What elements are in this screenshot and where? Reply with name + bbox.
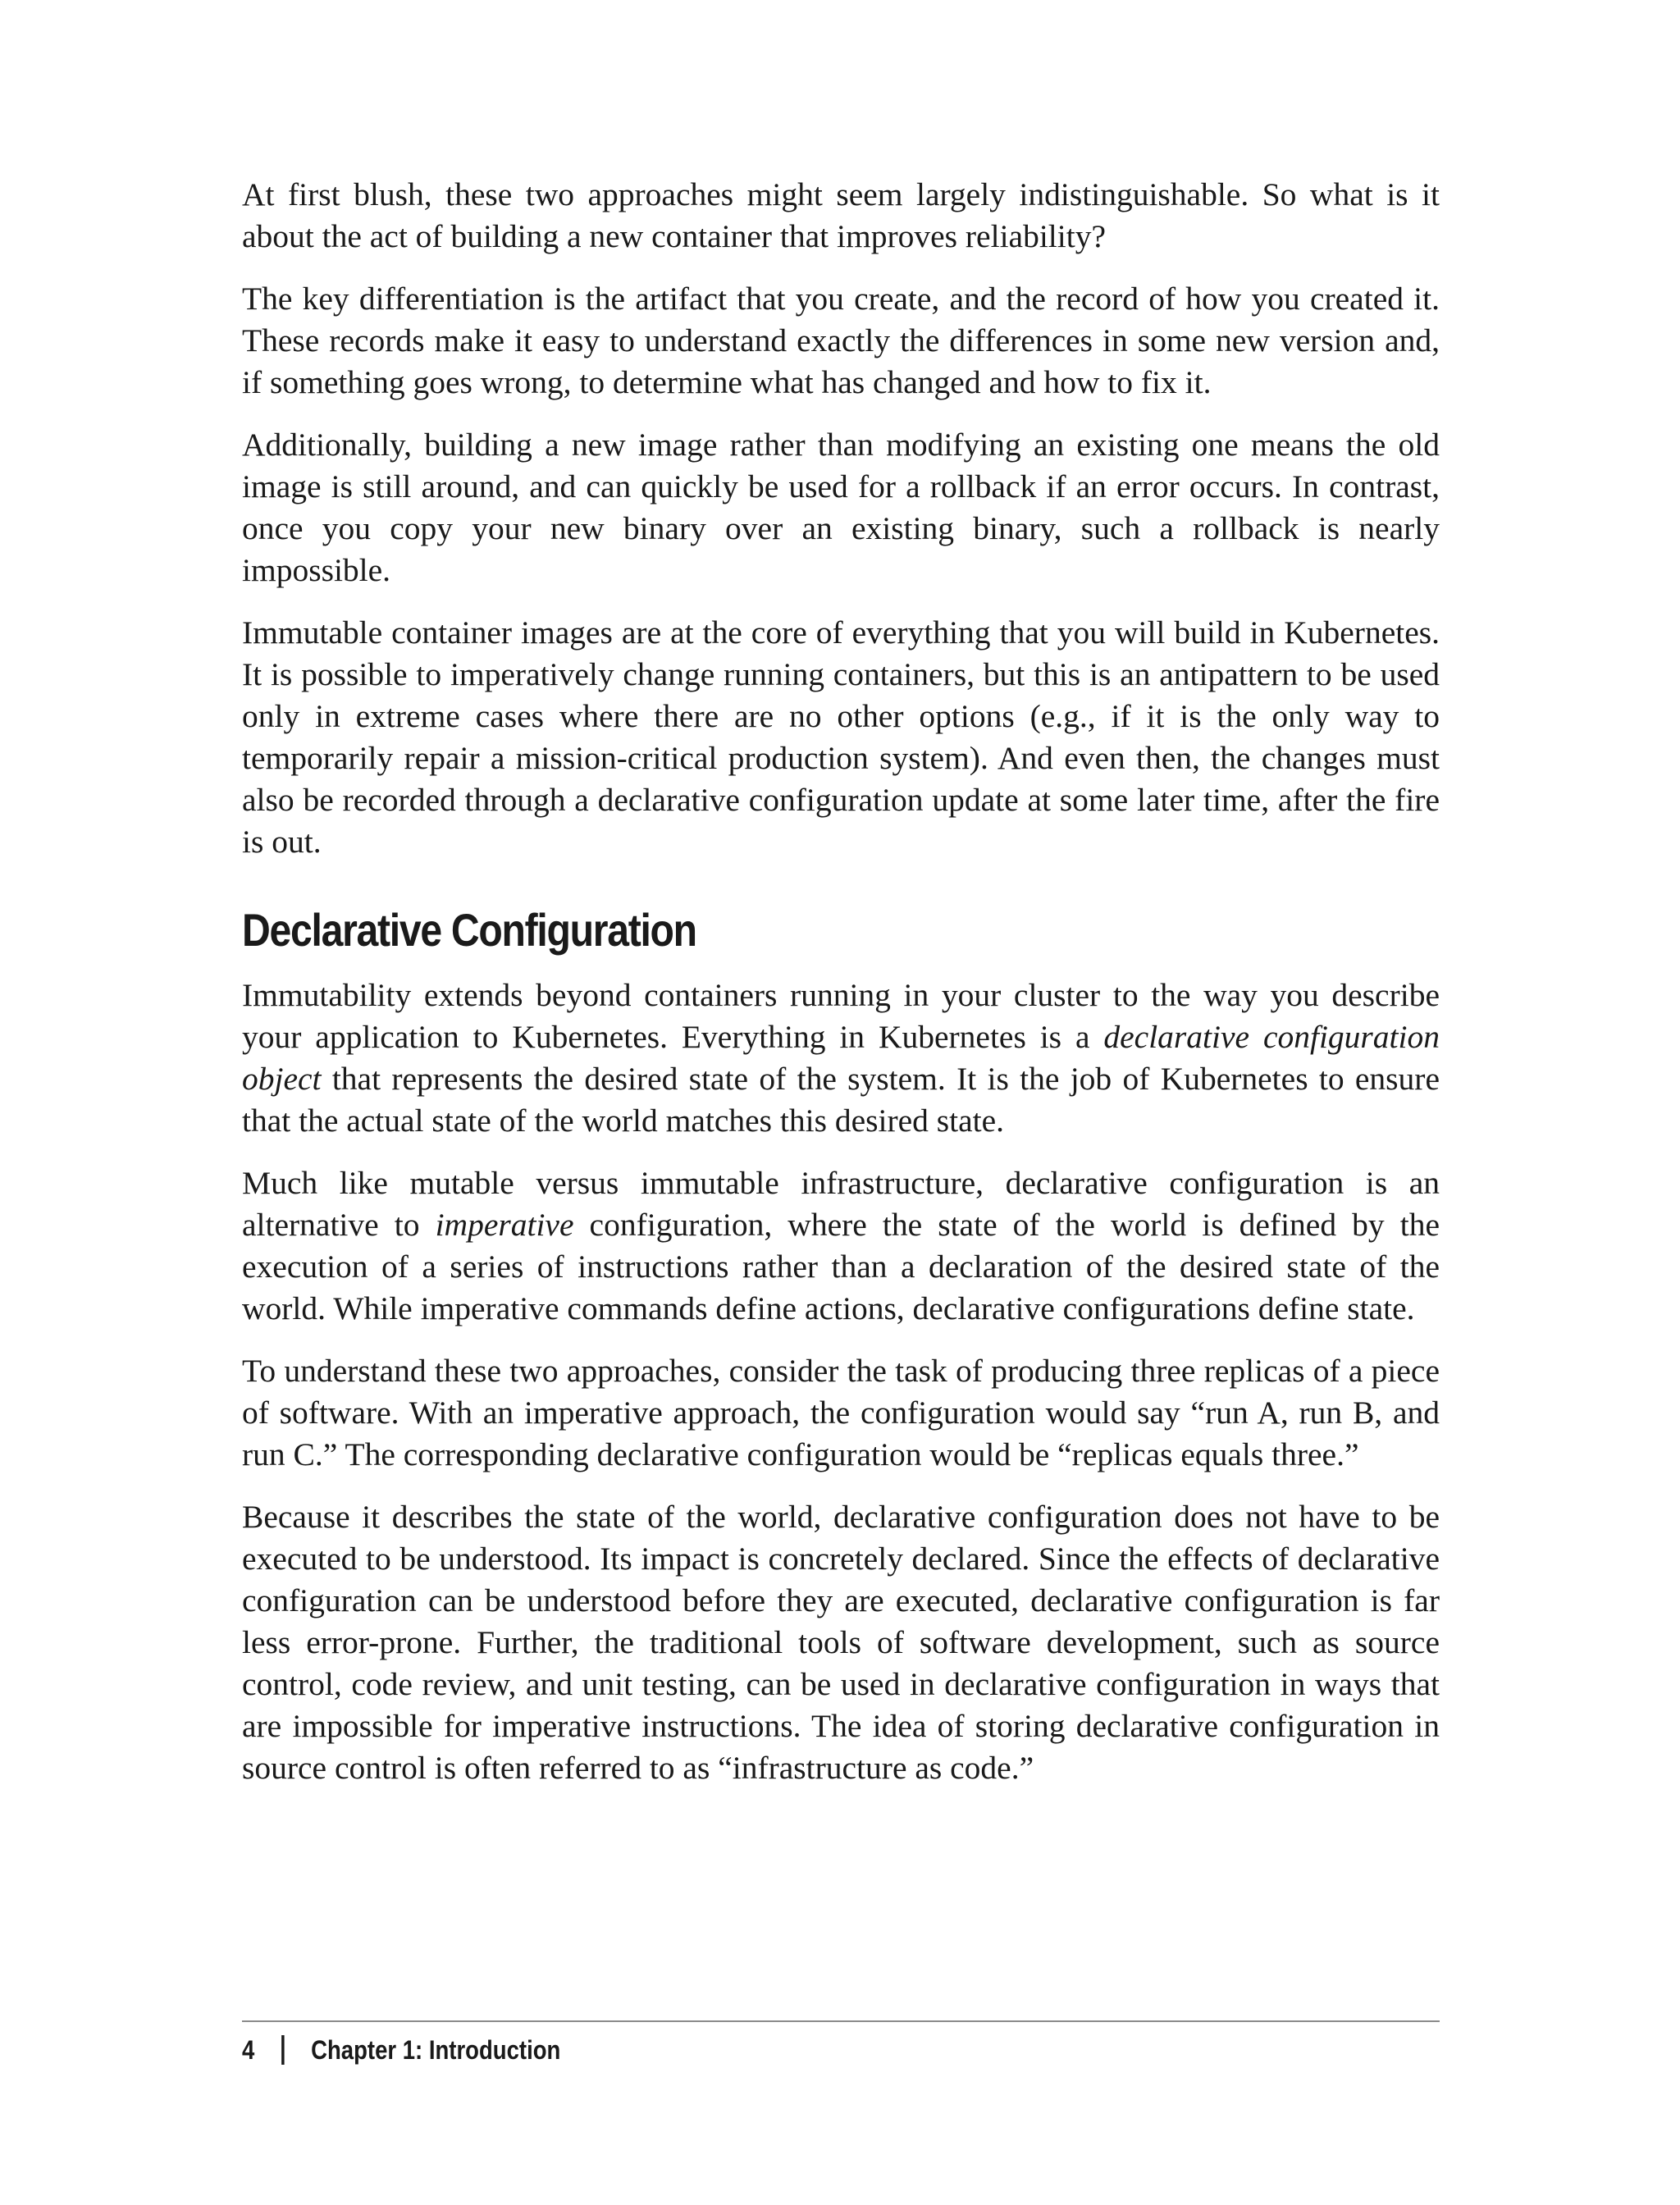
page-number: 4 — [242, 2035, 255, 2065]
text-run: Immutability extends beyond containers running in your cluster to the way you describe your application to Kubernetes. Everything in Kubernetes is a — [242, 977, 1440, 1055]
chapter-title: Chapter 1: Introduction — [311, 2035, 561, 2065]
paragraph-intro: At first blush, these two approaches might seem largely indistinguishable. So what is it about the act of building a new container that improves reliability? — [242, 176, 1440, 254]
text-run: that represents the desired state of the system. It is the job of Kubernetes to ensure that the actual state of the world matches this desired state. — [242, 1061, 1440, 1139]
emphasis-term: declarative configuration object — [242, 1019, 1440, 1097]
paragraph-immutable-images: Immutable container images are at the core of everything that you will build in Kubernetes. It is possible to imperatively change running containers, but this is an antipattern to be used only in extreme cases where there are no other options (e.g., if it is the only way to temporarily repair a mission-critical production system). And even then, the changes must also be recorded through a declarative configuration update at some later time, after the fire is out. — [242, 614, 1440, 860]
section-heading: Declarative Configuration — [242, 904, 696, 956]
page-body — [242, 174, 1440, 1810]
paragraph-infrastructure-as-code: Because it describes the state of the world, declarative configuration does not have to be executed to be understood. Its impact is concretely declared. Since the effects of declarative configuration can be understood before they are executed, declarative configuration is far less error-prone. Further, the traditional tools of software development, such as source control, code review, and unit testing, can be used in declarative configuration in ways that are impossible for imperative instructions. The idea of storing declarative configuration in source control is often referred to as “infrastructure as code.” — [242, 1499, 1440, 1786]
text-run: configuration, where the state of the world is defined by the execution of a series of instructions rather than a declaration of the desired state of the world. While imperative commands define actions, declarative configurations define state. — [242, 1207, 1440, 1326]
footer-separator — [281, 2035, 284, 2065]
text-run: Much like mutable versus immutable infrastructure, declarative configuration is an alternative to — [242, 1165, 1440, 1243]
paragraph-rollback: Additionally, building a new image rather than modifying an existing one means the old image is still around, and can quickly be used for a rollback if an error occurs. In contrast, once you copy your new binary over an existing binary, such a rollback is nearly impossible. — [242, 427, 1440, 588]
paragraph-mutable-vs-immutable — [242, 1162, 1440, 1330]
paragraph-key-differentiation: The key differentiation is the artifact that you create, and the record of how you created it. These records make it easy to understand exactly the differences in some new version and, if something goes wrong, to determine what has changed and how to fix it. — [242, 281, 1440, 400]
footer-divider — [242, 2020, 1440, 2022]
paragraph-immutability-extends — [242, 975, 1440, 1142]
footer-row — [242, 2034, 1272, 2066]
page-footer — [242, 2020, 1440, 2066]
emphasis-term: imperative — [435, 1207, 574, 1243]
paragraph-replicas-example: To understand these two approaches, consider the task of producing three replicas of a piece of software. With an imperative approach, the configuration would say “run A, run B, and run C.” The corresponding declarative configuration would be “replicas equals three.” — [242, 1353, 1440, 1472]
